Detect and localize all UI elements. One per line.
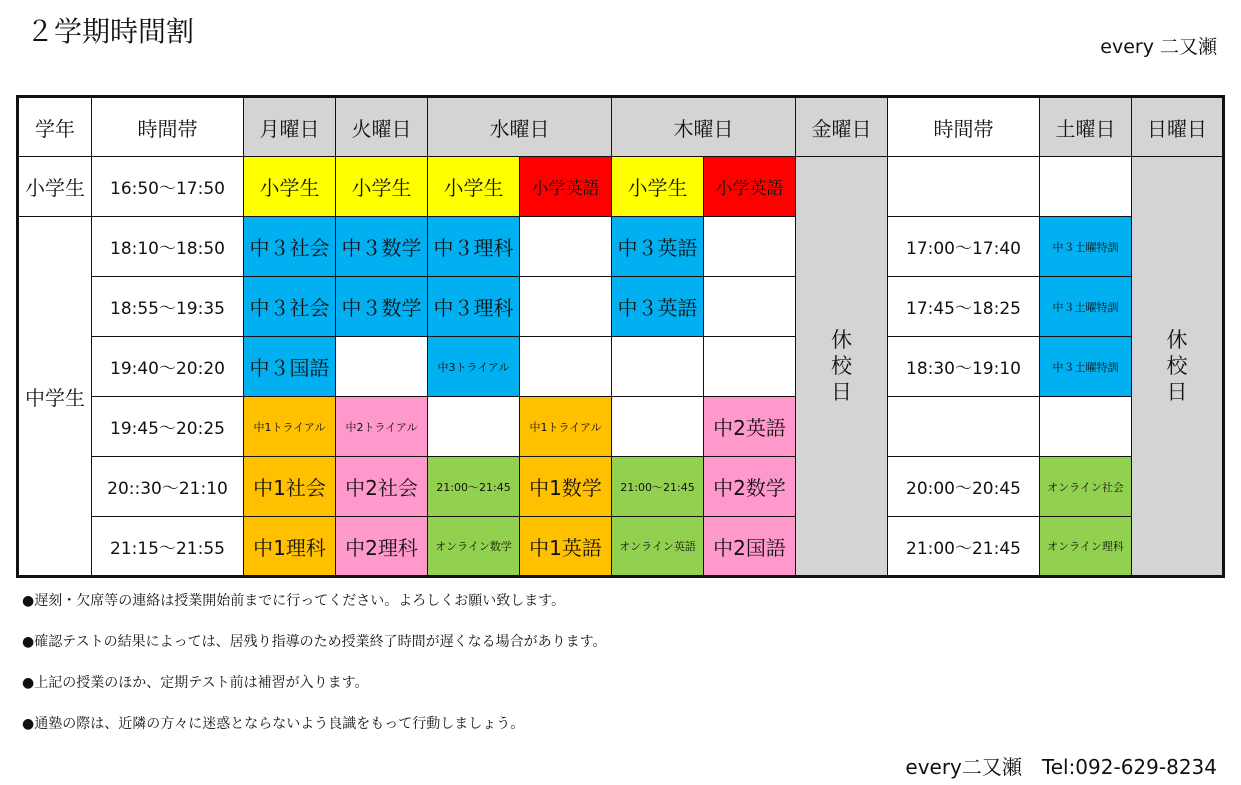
class-cell bbox=[520, 277, 612, 337]
class-cell bbox=[520, 217, 612, 277]
saturday-time-slot: 18:30～19:10 bbox=[888, 337, 1040, 397]
time-slot: 16:50～17:50 bbox=[92, 157, 244, 217]
header-thursday: 木曜日 bbox=[612, 97, 796, 157]
class-cell: オンライン数学 bbox=[428, 517, 520, 577]
class-cell: 小学生 bbox=[244, 157, 336, 217]
school-name-top: every 二又瀬 bbox=[1100, 36, 1217, 58]
time-slot: 18:10～18:50 bbox=[92, 217, 244, 277]
class-cell: 中2社会 bbox=[336, 457, 428, 517]
class-cell: 中2英語 bbox=[704, 397, 796, 457]
note-item: ●通塾の際は、近隣の方々に迷惑とならないよう良識をもって行動しましょう。 bbox=[22, 716, 525, 732]
saturday-time-slot bbox=[888, 157, 1040, 217]
time-slot: 18:55～19:35 bbox=[92, 277, 244, 337]
header-saturday: 土曜日 bbox=[1040, 97, 1132, 157]
header-friday: 金曜日 bbox=[796, 97, 888, 157]
class-cell: 中３理科 bbox=[428, 217, 520, 277]
closed-char: 休 bbox=[831, 328, 852, 352]
class-cell: 中2理科 bbox=[336, 517, 428, 577]
class-cell: 中３英語 bbox=[612, 217, 704, 277]
class-cell: 中1英語 bbox=[520, 517, 612, 577]
table-row bbox=[18, 457, 1224, 517]
class-cell: 中３英語 bbox=[612, 277, 704, 337]
header-saturday-time: 時間帯 bbox=[888, 97, 1040, 157]
class-cell bbox=[704, 337, 796, 397]
time-slot: 19:40～20:20 bbox=[92, 337, 244, 397]
class-cell: 中1理科 bbox=[244, 517, 336, 577]
class-cell: 中1社会 bbox=[244, 457, 336, 517]
closed-char: 校 bbox=[1166, 354, 1188, 378]
class-cell: 中３理科 bbox=[428, 277, 520, 337]
table-row bbox=[18, 157, 1224, 217]
saturday-class-cell: 中３土曜特訓 bbox=[1040, 217, 1132, 277]
header-monday: 月曜日 bbox=[244, 97, 336, 157]
saturday-time-slot: 17:45～18:25 bbox=[888, 277, 1040, 337]
header-time: 時間帯 bbox=[92, 97, 244, 157]
class-cell: オンライン英語 bbox=[612, 517, 704, 577]
table-row bbox=[18, 277, 1224, 337]
class-cell: 中３国語 bbox=[244, 337, 336, 397]
class-cell: 小学生 bbox=[428, 157, 520, 217]
class-cell bbox=[520, 337, 612, 397]
grade-elementary: 小学生 bbox=[18, 157, 92, 217]
class-cell: 中2トライアル bbox=[336, 397, 428, 457]
sunday-closed bbox=[1132, 157, 1224, 577]
note-item: ●遅刻・欠席等の連絡は授業開始前までに行ってください。よろしくお願い致します。 bbox=[22, 593, 566, 609]
class-cell bbox=[612, 337, 704, 397]
grade-junior: 中学生 bbox=[18, 217, 92, 577]
class-cell: 小学生 bbox=[336, 157, 428, 217]
class-cell bbox=[428, 397, 520, 457]
class-cell: 21:00～21:45 bbox=[428, 457, 520, 517]
friday-closed bbox=[796, 157, 888, 577]
saturday-time-slot bbox=[888, 397, 1040, 457]
header-sunday: 日曜日 bbox=[1132, 97, 1224, 157]
table-row bbox=[18, 517, 1224, 577]
header-row bbox=[18, 97, 1224, 157]
class-cell: 中2数学 bbox=[704, 457, 796, 517]
class-cell: 中３社会 bbox=[244, 277, 336, 337]
note-item: ●確認テストの結果によっては、居残り指導のため授業終了時間が遅くなる場合があります。 bbox=[22, 634, 607, 650]
header-wednesday: 水曜日 bbox=[428, 97, 612, 157]
table-row bbox=[18, 337, 1224, 397]
class-cell: 小学生 bbox=[612, 157, 704, 217]
table-row bbox=[18, 397, 1224, 457]
class-cell: 21:00～21:45 bbox=[612, 457, 704, 517]
note-item: ●上記の授業のほか、定期テスト前は補習が入ります。 bbox=[22, 675, 369, 691]
class-cell: 小学英語 bbox=[520, 157, 612, 217]
timetable bbox=[16, 95, 1225, 578]
class-cell: 中３社会 bbox=[244, 217, 336, 277]
class-cell: 中３数学 bbox=[336, 277, 428, 337]
class-cell: 中1トライアル bbox=[244, 397, 336, 457]
closed-char: 日 bbox=[1166, 380, 1188, 404]
class-cell bbox=[704, 277, 796, 337]
time-slot: 21:15～21:55 bbox=[92, 517, 244, 577]
saturday-time-slot: 20:00～20:45 bbox=[888, 457, 1040, 517]
class-cell bbox=[612, 397, 704, 457]
saturday-class-cell bbox=[1040, 397, 1132, 457]
saturday-class-cell: オンライン理科 bbox=[1040, 517, 1132, 577]
saturday-time-slot: 21:00～21:45 bbox=[888, 517, 1040, 577]
saturday-time-slot: 17:00～17:40 bbox=[888, 217, 1040, 277]
contact-info: every二又瀬 Tel:092-629-8234 bbox=[905, 755, 1217, 779]
class-cell: 中3トライアル bbox=[428, 337, 520, 397]
saturday-class-cell bbox=[1040, 157, 1132, 217]
header-tuesday: 火曜日 bbox=[336, 97, 428, 157]
page-title: ２学期時間割 bbox=[26, 15, 195, 48]
notes-list bbox=[22, 590, 607, 754]
time-slot: 20::30～21:10 bbox=[92, 457, 244, 517]
class-cell bbox=[336, 337, 428, 397]
class-cell: 中３数学 bbox=[336, 217, 428, 277]
saturday-class-cell: 中３土曜特訓 bbox=[1040, 337, 1132, 397]
header-grade: 学年 bbox=[18, 97, 92, 157]
class-cell: 中1トライアル bbox=[520, 397, 612, 457]
closed-char: 休 bbox=[1166, 328, 1188, 352]
class-cell bbox=[704, 217, 796, 277]
closed-char: 校 bbox=[831, 354, 852, 378]
saturday-class-cell: 中３土曜特訓 bbox=[1040, 277, 1132, 337]
saturday-class-cell: オンライン社会 bbox=[1040, 457, 1132, 517]
table-row bbox=[18, 217, 1224, 277]
class-cell: 中2国語 bbox=[704, 517, 796, 577]
time-slot: 19:45～20:25 bbox=[92, 397, 244, 457]
closed-char: 日 bbox=[831, 380, 852, 404]
class-cell: 小学英語 bbox=[704, 157, 796, 217]
class-cell: 中1数学 bbox=[520, 457, 612, 517]
